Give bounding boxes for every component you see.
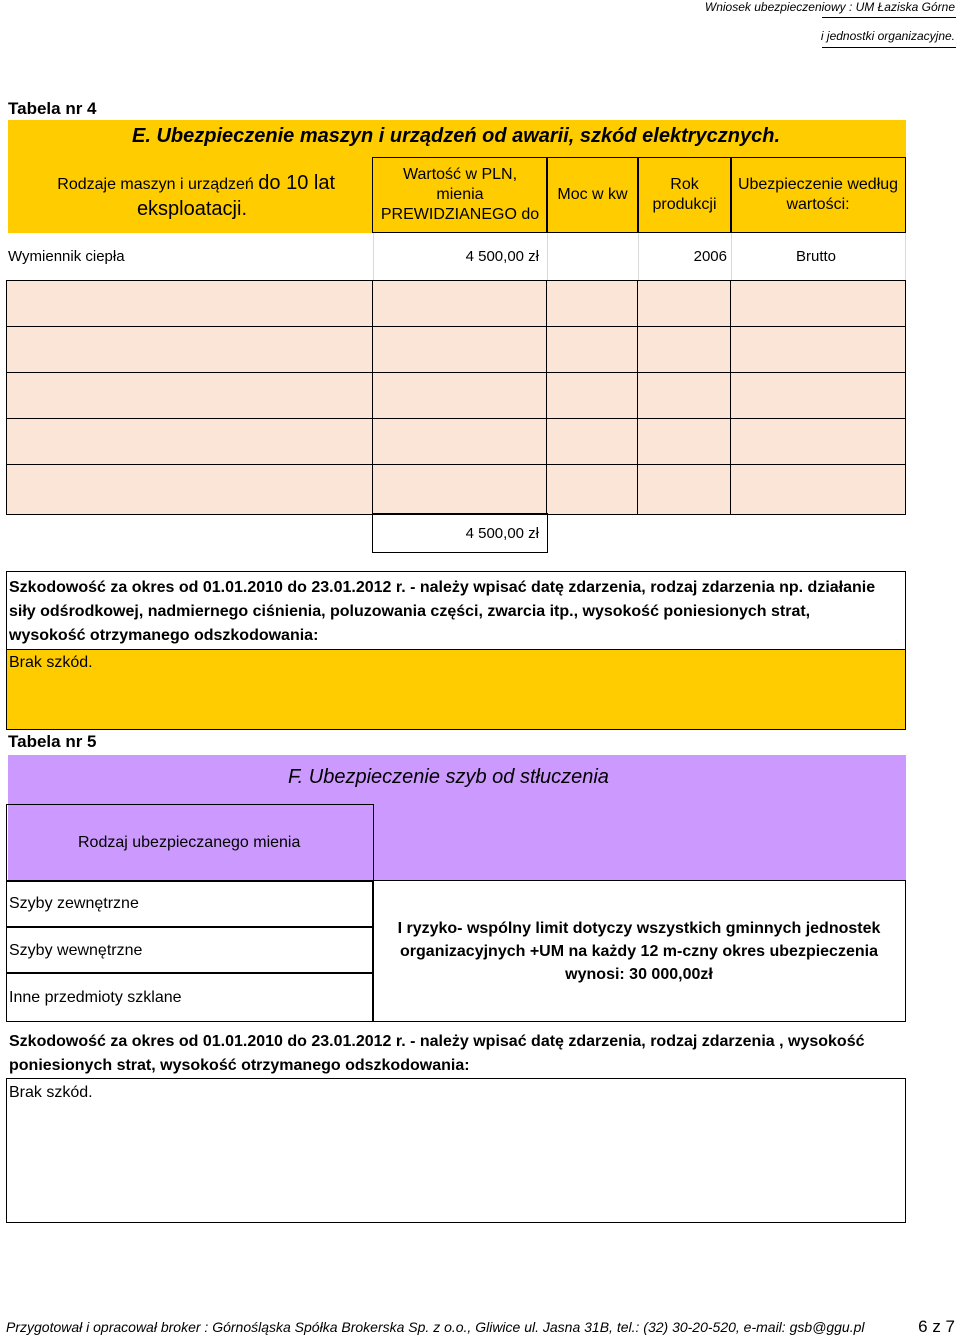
table4-label: Tabela nr 4 [8,99,97,118]
table-cell[interactable] [730,280,906,328]
table-cell[interactable] [730,372,906,420]
table-cell[interactable] [372,326,548,374]
table-cell[interactable] [546,280,639,328]
table-cell[interactable] [546,418,639,466]
table5-item-2: Szyby wewnętrzne [9,942,143,959]
table-cell[interactable] [6,326,374,374]
table4-section-title: E. Ubezpieczenie maszyn i urządzeń od awarii, szkód elektrycznych. [132,125,780,147]
row1-insurance: Brutto [796,248,837,265]
table-cell[interactable] [6,280,374,328]
table5-item-3: Inne przedmioty szklane [9,989,182,1006]
row1-name: Wymiennik ciepła [8,248,125,265]
table5-claims-title: Szkodowość za okres od 01.01.2010 do 23.01.2012 r. - należy wpisać datę zdarzenia, rodzaj zdarzenia , wysokość poniesionych strat, wysokość otrzymanego odszkodowania: [9,1033,865,1074]
table5-label: Tabela nr 5 [8,732,97,751]
col-insurance-header: Ubezpieczenie według wartości: [730,157,906,233]
col-type-c: eksploatacji. [136,198,247,220]
table-cell[interactable] [637,464,732,515]
col-machine-type-header [8,157,373,233]
table-cell[interactable] [637,372,732,420]
table-cell[interactable] [372,372,548,420]
col-year-header: Rok produkcji [637,157,732,233]
doc-header-title: Wniosek ubezpieczeniowy : UM Łaziska Górne [704,0,955,14]
table4-claims-value: Brak szkód. [9,654,93,671]
table4-total: 4 500,00 zł [465,525,539,542]
table-cell[interactable] [6,372,374,420]
header-divider-2 [822,47,956,48]
table-cell[interactable] [730,418,906,466]
table5-claims-field[interactable] [6,1078,906,1223]
table-cell[interactable] [730,326,906,374]
doc-header-subtitle: i jednostki organizacyjne. [820,29,955,43]
col-power-header: Moc w kw [546,157,639,233]
footer-text: Przygotował i opracował broker : Górnośląska Spółka Brokerska Sp. z o.o., Gliwice ul. Jasna 31B, tel.: (32) 30-20-520, e-mail: gsb@ggu.pl [6,1319,865,1335]
row1-year: 2006 [693,248,727,265]
table-cell[interactable] [637,326,732,374]
header-divider [822,17,956,18]
table-cell[interactable] [546,372,639,420]
table-cell[interactable] [546,326,639,374]
table5-column-header: Rodzaj ubezpieczanego mienia [78,834,301,851]
col-value-header: Wartość w PLN, mienia PREWIDZIANEGO do [372,157,548,233]
table-cell[interactable] [637,418,732,466]
table-cell[interactable] [372,280,548,328]
table-cell[interactable] [730,464,906,515]
table4-claims-title: Szkodowość za okres od 01.01.2010 do 23.01.2012 r. - należy wpisać datę zdarzenia, rodzaj zdarzenia np. działanie siły odśrodkowej, nadmiernego ciśnienia, poluzowania części, zwarcia itp., wysokość poniesionych strat, wysokość otrzymanego odszkodowania: [9,579,876,644]
col-type-b: do 10 lat [258,172,335,194]
table4-claims-field[interactable] [6,649,906,730]
page-number: 6 z 7 [918,1317,955,1336]
table-cell[interactable] [6,418,374,466]
col-type-a: Rodzaje maszyn i urządzeń [57,176,254,193]
table-cell[interactable] [6,464,374,515]
table-cell[interactable] [637,280,732,328]
table5-claims-value: Brak szkód. [9,1084,93,1101]
table-cell[interactable] [546,464,639,515]
table-cell[interactable] [372,418,548,466]
table5-limit-text: I ryzyko- wspólny limit dotyczy wszystkich gminnych jednostek organizacyjnych +UM na każdy 12 m-czny okres ubezpieczenia wynosi: 30 000,00zł [397,919,881,983]
table4-empty-rows [6,280,906,515]
table-cell[interactable] [372,464,548,515]
table5-item-1: Szyby zewnętrzne [9,895,139,912]
table5-section-title: F. Ubezpieczenie szyb od stłuczenia [288,766,609,788]
row1-value: 4 500,00 zł [465,248,539,265]
